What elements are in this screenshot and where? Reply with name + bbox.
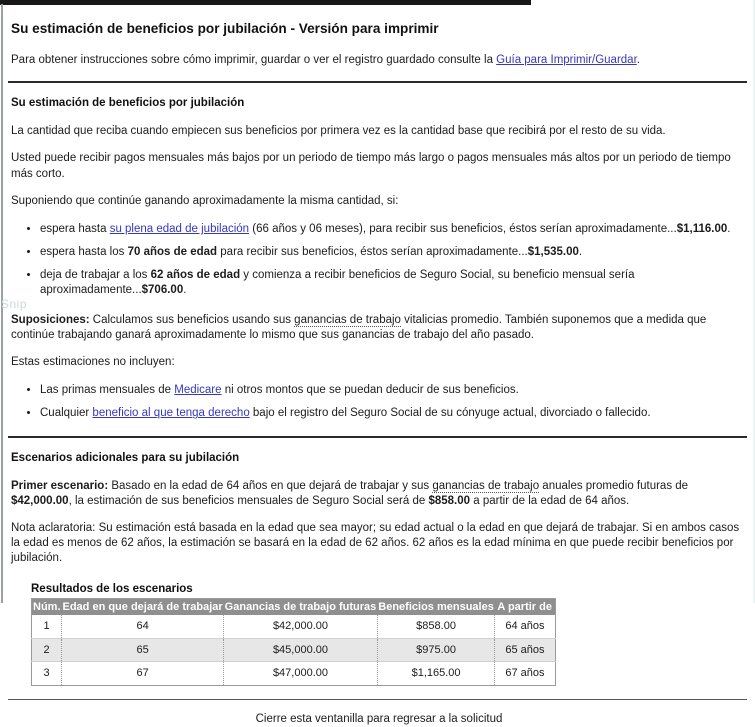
- snip-watermark: Snip: [1, 297, 28, 311]
- bullet3-mid: y comienza a recibir beneficios de Seguro Social, su beneficio mensual sería aproximadamente...: [40, 269, 635, 297]
- column-header-monthly-benefits: Beneficios mensuales: [377, 598, 495, 615]
- results-table: [31, 598, 556, 686]
- work-earnings-term[interactable]: ganancias de trabajo: [294, 313, 401, 326]
- assumptions-paragraph: [11, 313, 747, 343]
- estimate-paragraph-2: Usted puede recibir pagos mensuales más bajos por un periodo de tiempo más largo o pagos mensuales más altos por un periodo de tiempo más corto.: [11, 152, 731, 180]
- table-header-row: [32, 598, 556, 615]
- estimate-section-heading: Su estimación de beneficios por jubilación: [11, 97, 245, 110]
- cell-starting-at: 67 años: [495, 662, 555, 686]
- bullet1-mid: (66 años y 06 meses), para recibir sus beneficios, éstos serían aproximadamente...: [249, 222, 677, 235]
- cell-monthly-benefit: $975.00: [377, 638, 495, 662]
- excl1-text: Las primas mensuales de: [40, 384, 175, 397]
- bullet3-age: 62 años de edad: [150, 269, 241, 282]
- page-title: Su estimación de beneficios por jubilación - Versión para imprimir: [11, 21, 439, 36]
- medicare-link[interactable]: Medicare: [174, 384, 222, 397]
- column-header-num: Núm.: [32, 598, 62, 615]
- close-window-instruction: Cierre esta ventanilla para regresar a la solicitud: [255, 712, 503, 725]
- table-row: [32, 638, 556, 662]
- estimate-paragraph-3: Suponiendo que continúe ganando aproximadamente la misma cantidad, si:: [11, 194, 399, 207]
- table-row: [32, 662, 556, 686]
- cell-monthly-benefit: $858.00: [377, 615, 495, 638]
- bullet2-amount: $1,535.00: [527, 246, 579, 259]
- bullet3-amount: $706.00: [141, 284, 184, 297]
- bullet2-text: espera hasta los: [40, 246, 128, 259]
- table-row: [32, 615, 556, 638]
- bullet2-age: 70 años de edad: [127, 246, 218, 259]
- scenarios-section-heading: Escenarios adicionales para su jubilación: [11, 451, 240, 464]
- print-save-guide-link[interactable]: Guía para Imprimir/Guardar: [496, 53, 637, 66]
- column-header-starting-at: A partir de: [495, 598, 555, 615]
- first-scenario-mid2: , la estimación de sus beneficios mensuales de Seguro Social será de: [68, 494, 429, 507]
- first-scenario-label: Primer escenario:: [11, 479, 109, 492]
- not-included-intro: Estas estimaciones no incluyen:: [11, 356, 175, 368]
- cell-num: 2: [32, 638, 62, 662]
- cell-num: 3: [32, 662, 62, 686]
- section-divider-middle: [8, 436, 747, 438]
- clarification-note: Nota aclaratoria: Su estimación está basada en la edad que sea mayor; su edad actual o la edad en que dejará de trabajar. Si en ambos casos la edad es menos de 62 años, la estimación se basará en la edad de 62 años. 62 años es la edad mínima en que puede recibir beneficios por jubilación.: [11, 522, 740, 565]
- benefit-options-list: [11, 222, 747, 299]
- first-scenario-pre: Basado en la edad de 64 años en que dejará de trabajar y sus: [108, 479, 433, 492]
- cell-stop-work-age: 67: [62, 662, 224, 686]
- cell-stop-work-age: 65: [62, 638, 224, 662]
- section-divider-top: [8, 81, 747, 83]
- instructions-text: Para obtener instrucciones sobre cómo imprimir, guardar o ver el registro guardado consulte la: [11, 53, 497, 66]
- estimate-paragraph-1: La cantidad que reciba cuando empiecen sus beneficios por primera vez es la cantidad base que recibirá por el resto de su vida.: [11, 125, 666, 138]
- assumptions-pre: Calculamos sus beneficios usando sus: [89, 313, 295, 326]
- list-item-full-retirement-age: [40, 222, 747, 237]
- cell-future-earnings: $47,000.00: [224, 662, 378, 686]
- instructions-period: .: [636, 53, 640, 66]
- list-item-age-62: [40, 268, 747, 298]
- excl1-post: ni otros montos que se puedan deducir de sus beneficios.: [221, 384, 519, 397]
- list-item-medicare: [40, 383, 747, 398]
- column-header-future-earnings: Ganancias de trabajo futuras: [224, 598, 378, 615]
- excl2-text: Cualquier: [40, 407, 93, 420]
- bullet3-text: deja de trabajar a los: [40, 269, 151, 282]
- column-header-stop-work-age: Edad en que dejará de trabajar: [62, 598, 224, 615]
- results-table-caption: Resultados de los escenarios: [31, 582, 193, 595]
- assumptions-label: Suposiciones:: [11, 313, 90, 326]
- monthly-benefit-amount: $858.00: [428, 494, 471, 507]
- print-instructions: [11, 53, 747, 68]
- future-earnings-amount: $42,000.00: [11, 494, 69, 507]
- full-retirement-age-link[interactable]: su plena edad de jubilación: [109, 222, 250, 235]
- assumptions-post: vitalicias promedio. También suponemos que a medida que continúe trabajando ganará aproximadamente lo mismo que sus ganancias de trabajo del año pasado.: [11, 313, 707, 341]
- first-scenario-mid1: anuales promedio futuras de: [539, 479, 689, 492]
- bullet2-mid: para recibir sus beneficios, éstos serían aproximadamente...: [217, 246, 528, 259]
- bullet1-period: .: [727, 222, 731, 235]
- cell-starting-at: 64 años: [495, 615, 555, 638]
- cell-monthly-benefit: $1,165.00: [377, 662, 495, 686]
- first-scenario-post: a partir de la edad de 64 años.: [470, 494, 630, 507]
- exclusions-list: [11, 383, 747, 421]
- footer-divider: [8, 699, 747, 700]
- bullet3-period: .: [183, 284, 187, 297]
- work-earnings-term-2[interactable]: ganancias de trabajo: [432, 479, 540, 492]
- cell-future-earnings: $42,000.00: [224, 615, 378, 638]
- cell-num: 1: [32, 615, 62, 638]
- excl2-post: bajo el registro del Seguro Social de su cónyuge actual, divorciado o fallecido.: [249, 407, 651, 420]
- list-item-spouse-benefit: [40, 406, 747, 421]
- cell-future-earnings: $45,000.00: [224, 638, 378, 662]
- list-item-age-70: [40, 245, 747, 260]
- entitled-benefit-link[interactable]: beneficio al que tenga derecho: [92, 407, 250, 420]
- first-scenario-paragraph: [11, 479, 747, 509]
- cell-stop-work-age: 64: [62, 615, 224, 638]
- bullet2-period: .: [578, 246, 583, 259]
- cell-starting-at: 65 años: [495, 638, 555, 662]
- bullet1-amount: $1,116.00: [676, 222, 728, 235]
- bullet1-text: espera hasta: [40, 222, 110, 235]
